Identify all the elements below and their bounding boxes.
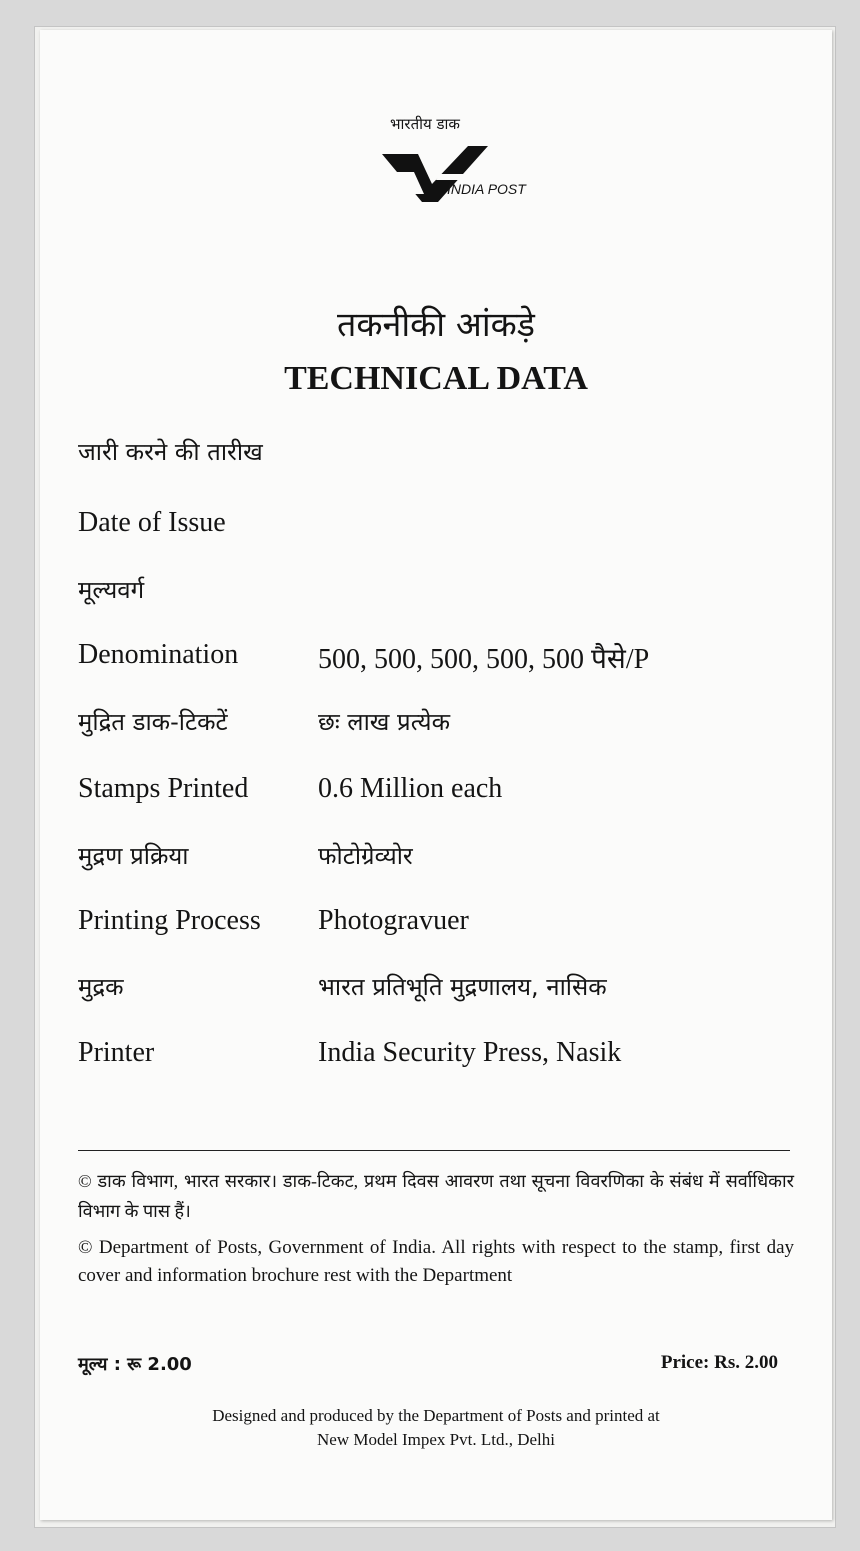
section-divider [78, 1150, 790, 1151]
field-label: मुद्रण प्रक्रिया [78, 842, 189, 870]
page-title-hindi: तकनीकी आंकड़े [337, 305, 535, 345]
field-value: छः लाख प्रत्येक [318, 708, 451, 736]
copyright-notice: © Department of Posts, Government of India. All rights with respect to the stamp, first day cover and information brochure rest with the Department [78, 1237, 794, 1286]
price: Price: Rs. 2.00 [660, 1352, 778, 1373]
logo-english-text: INDIA POST [447, 181, 526, 197]
copyright-notice-hindi: © डाक विभाग, भारत सरकार। डाक-टिकट, प्रथम दिवस आवरण तथा सूचना विवरणिका के संबंध में सर्वाधिकार विभाग के पास हैं। [78, 1171, 794, 1221]
printer-credit [40, 1404, 832, 1452]
page-title: TECHNICAL DATA [284, 360, 588, 397]
field-value: Photogravuer [318, 905, 469, 936]
field-label: Printing Process [78, 905, 261, 936]
brochure-page [40, 30, 832, 1520]
field-label: मूल्यवर्ग [78, 576, 145, 604]
printer-credit-line-2: New Model Impex Pvt. Ltd., Delhi [317, 1430, 555, 1449]
printer-credit-line-1: Designed and produced by the Department of Posts and printed at [212, 1406, 660, 1425]
field-label: मुद्रक [78, 973, 124, 1001]
field-label: Stamps Printed [78, 773, 249, 804]
field-label: Date of Issue [78, 507, 226, 538]
field-label: Printer [78, 1037, 155, 1068]
price-hindi: मूल्य : रू 2.00 [78, 1354, 192, 1375]
field-value: भारत प्रतिभूति मुद्रणालय, नासिक [318, 973, 607, 1001]
field-label: मुद्रित डाक-टिकटें [78, 708, 228, 736]
logo-hindi-text: भारतीय डाक [390, 115, 460, 133]
field-value: 500, 500, 500, 500, 500 पैसे/P [318, 644, 650, 675]
india-post-logo [380, 114, 580, 234]
field-value: फोटोग्रेव्योर [318, 842, 413, 870]
india-post-emblem-icon [380, 144, 490, 214]
field-value: India Security Press, Nasik [318, 1037, 622, 1068]
field-label: Denomination [78, 639, 239, 670]
field-value: 0.6 Million each [318, 773, 503, 804]
field-label: जारी करने की तारीख [78, 438, 263, 466]
